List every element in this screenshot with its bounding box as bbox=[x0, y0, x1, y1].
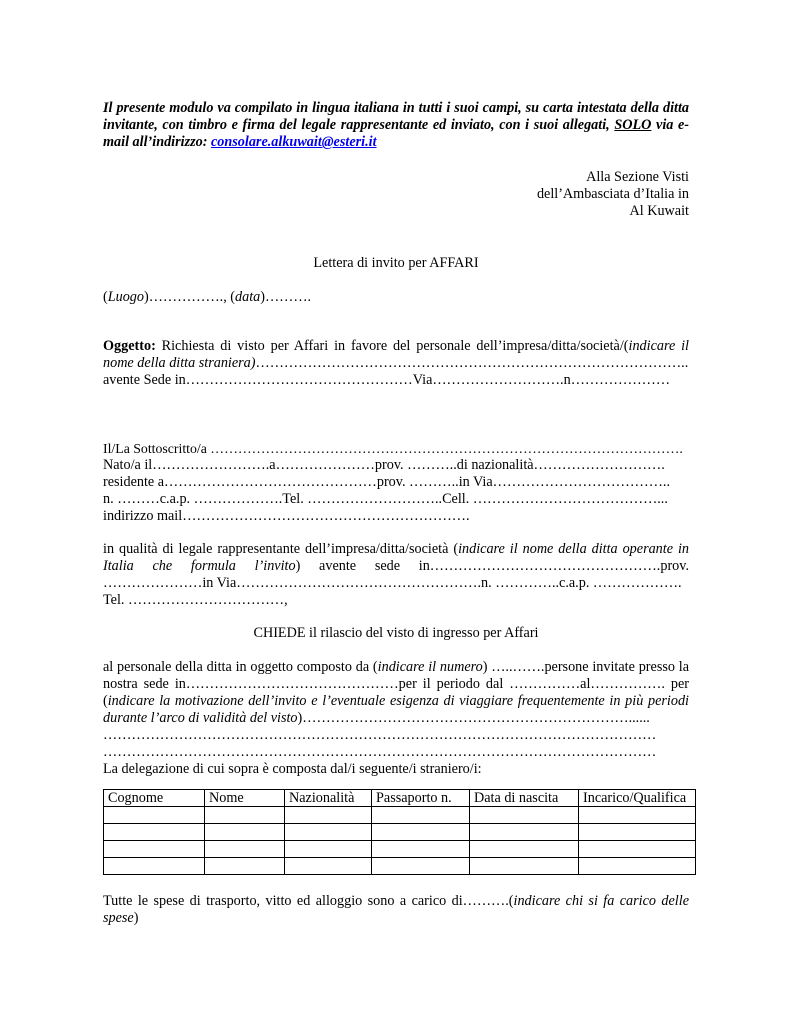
table-cell[interactable] bbox=[579, 841, 696, 858]
table-cell[interactable] bbox=[372, 824, 470, 841]
table-cell[interactable] bbox=[285, 807, 372, 824]
column-header-data-nascita: Data di nascita bbox=[470, 790, 579, 807]
subject-seat-line: avente Sede in…………………………………………Via……………………….n………………… bbox=[103, 372, 671, 388]
capacity-hint: indicare il nome della ditta operante in Italia che formula l’invito bbox=[103, 541, 690, 574]
table-cell[interactable] bbox=[470, 858, 579, 875]
table-row bbox=[104, 841, 696, 858]
recipient-address bbox=[103, 169, 689, 220]
column-header-passaporto: Passaporto n. bbox=[372, 790, 470, 807]
table-cell[interactable] bbox=[470, 841, 579, 858]
request-dots-line-2: ……………………………………………………………………………………………………… bbox=[103, 744, 657, 760]
table-cell[interactable] bbox=[285, 858, 372, 875]
table-cell[interactable] bbox=[104, 807, 205, 824]
recipient-line-3: Al Kuwait bbox=[629, 203, 689, 219]
notice-solo: SOLO bbox=[614, 117, 652, 133]
place-date-separator: )……………., ( bbox=[144, 289, 236, 305]
recipient-line-2: dell’Ambasciata d’Italia in bbox=[536, 186, 689, 202]
place-date-open: ( bbox=[103, 289, 108, 305]
signer-residence-line: residente a………………………………………prov. ………..in Via……………………………….. bbox=[103, 474, 670, 490]
delegation-table bbox=[103, 789, 696, 875]
subject-hint: indicare il nome della ditta straniera) bbox=[103, 338, 689, 371]
request-hint-number: indicare il numero bbox=[377, 659, 483, 675]
table-cell[interactable] bbox=[104, 824, 205, 841]
subject-dots: ……………………………………………………………………………….. bbox=[255, 355, 689, 371]
table-cell[interactable] bbox=[470, 807, 579, 824]
table-cell[interactable] bbox=[372, 841, 470, 858]
expenses-close: ) bbox=[133, 910, 139, 926]
place-date-line bbox=[103, 289, 689, 306]
expenses-text: Tutte le spese di trasporto, vitto ed alloggio sono a carico di……….( bbox=[103, 893, 514, 909]
expenses-hint: indicare chi si fa carico delle spese bbox=[103, 893, 689, 926]
instructions-notice bbox=[103, 100, 689, 151]
capacity-text-2: ) avente sede in………………………………………….prov. …………………in Via…………………………………………….n. …………..c.a.p. ………………. bbox=[103, 558, 689, 591]
request-paragraph bbox=[103, 659, 689, 727]
table-cell[interactable] bbox=[104, 841, 205, 858]
table-cell[interactable] bbox=[372, 858, 470, 875]
table-header-row bbox=[104, 790, 696, 807]
table-cell[interactable] bbox=[285, 841, 372, 858]
place-date-close: )………. bbox=[260, 289, 312, 305]
signer-email-line: indirizzo mail……………………………………………………. bbox=[103, 508, 470, 524]
table-cell[interactable] bbox=[205, 824, 285, 841]
request-text-1: al personale della ditta in oggetto composto da ( bbox=[103, 659, 378, 675]
recipient-line-1: Alla Sezione Visti bbox=[586, 169, 689, 185]
signer-name-line: Il/La Sottoscritto/a …………………………………………………………………………………………. bbox=[103, 441, 683, 456]
date-placeholder: data bbox=[235, 289, 261, 305]
signer-contact-line: n. ………c.a.p. ……………….Tel. ………………………..Cell. …………………………………... bbox=[103, 491, 668, 507]
table-cell[interactable] bbox=[205, 858, 285, 875]
subject-label: Oggetto: bbox=[103, 338, 156, 354]
subject-text: Richiesta di visto per Affari in favore del personale dell’impresa/ditta/società/( bbox=[155, 338, 629, 354]
table-cell[interactable] bbox=[579, 824, 696, 841]
table-row bbox=[104, 807, 696, 824]
request-hint-motivation: indicare la motivazione dell’invito e l’eventuale esigenza di viaggiare frequentemente in più periodi durante l’arco di validità del visto bbox=[103, 693, 689, 726]
table-cell[interactable] bbox=[372, 807, 470, 824]
table-cell[interactable] bbox=[104, 858, 205, 875]
table-cell[interactable] bbox=[205, 807, 285, 824]
notice-via-email: via e-mail all’indirizzo: bbox=[103, 117, 690, 150]
table-row bbox=[104, 824, 696, 841]
expenses-paragraph bbox=[103, 893, 689, 927]
column-header-nome: Nome bbox=[205, 790, 285, 807]
table-cell[interactable] bbox=[579, 858, 696, 875]
capacity-paragraph bbox=[103, 541, 689, 592]
place-placeholder: Luogo bbox=[107, 289, 144, 305]
consulate-email-link[interactable]: consolare.alkuwait@esteri.it bbox=[211, 134, 377, 150]
request-text-3: )……………………………………………………………...... bbox=[297, 710, 650, 726]
capacity-text-1: in qualità di legale rappresentante dell’impresa/ditta/società ( bbox=[103, 541, 459, 557]
column-header-nazionalita: Nazionalità bbox=[285, 790, 372, 807]
table-cell[interactable] bbox=[470, 824, 579, 841]
capacity-tel-line: Tel. ……………………………, bbox=[103, 592, 288, 608]
table-cell[interactable] bbox=[285, 824, 372, 841]
request-heading: CHIEDE il rilascio del visto di ingresso per Affari bbox=[253, 625, 539, 641]
column-header-incarico: Incarico/Qualifica bbox=[579, 790, 696, 807]
table-cell[interactable] bbox=[579, 807, 696, 824]
table-row bbox=[104, 858, 696, 875]
delegation-intro: La delegazione di cui sopra è composta dal/i seguente/i straniero/i: bbox=[103, 761, 482, 777]
request-text-2: ) …..…….persone invitate presso la nostra sede in………………………………………per il periodo dal ……………al……………. per ( bbox=[103, 659, 689, 709]
column-header-cognome: Cognome bbox=[104, 790, 205, 807]
notice-text: Il presente modulo va compilato in lingua italiana in tutti i suoi campi, su carta intestata della ditta invitante, con timbro e firma del legale rappresentante ed inviato, con i suoi allegati, bbox=[103, 100, 689, 133]
signer-birth-line: Nato/a il…………………….a…………………prov. ………..di nazionalità………………………. bbox=[103, 457, 665, 473]
letter-title: Lettera di invito per AFFARI bbox=[313, 255, 479, 271]
subject-paragraph bbox=[103, 338, 689, 372]
table-cell[interactable] bbox=[205, 841, 285, 858]
request-dots-line-1: ……………………………………………………………………………………………………… bbox=[103, 727, 657, 743]
